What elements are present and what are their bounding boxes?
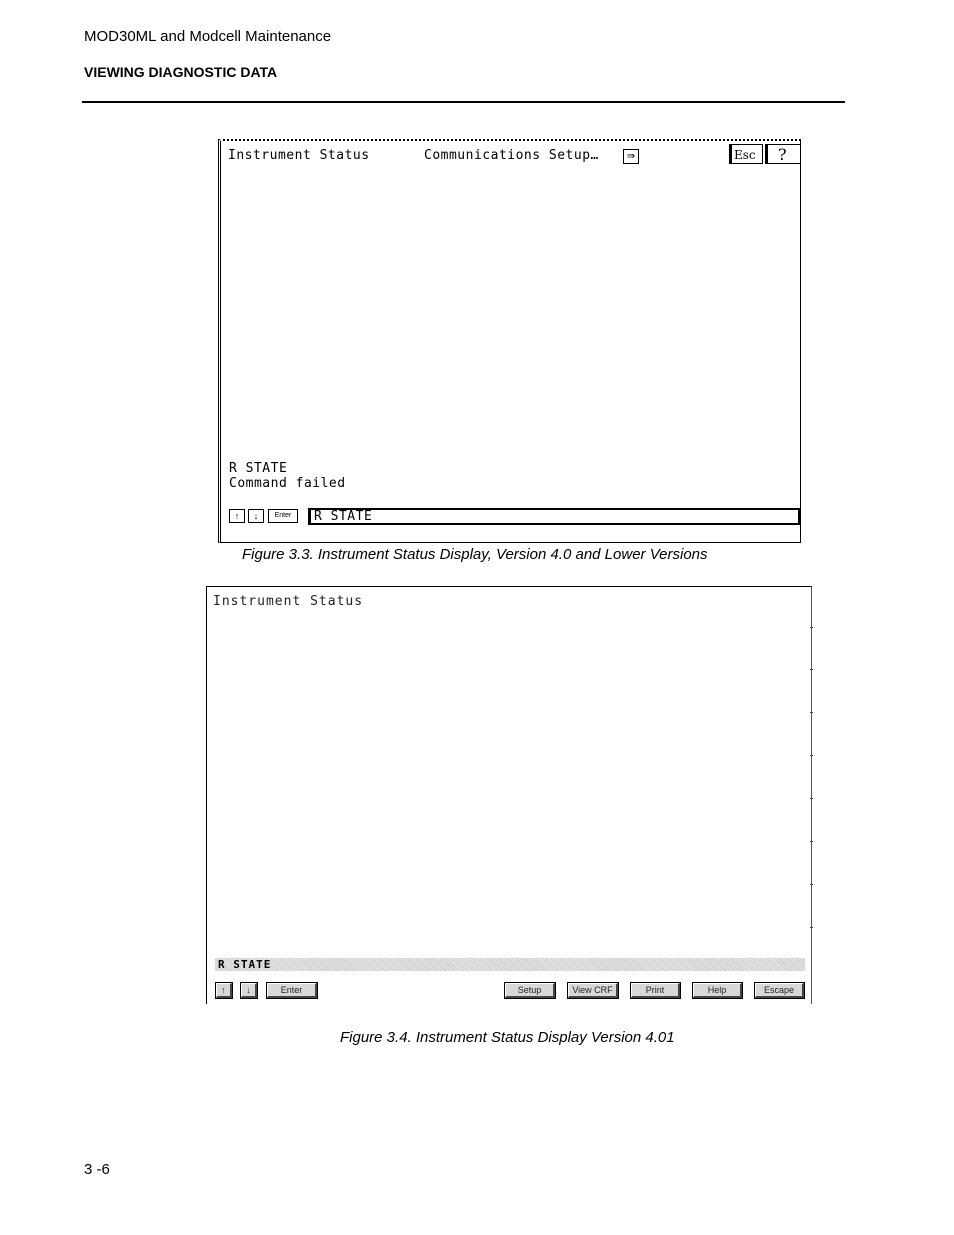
page-number: 3 -6 xyxy=(84,1161,110,1178)
enter-button[interactable]: Enter xyxy=(267,983,317,998)
figure-3-4-screenshot xyxy=(206,586,812,1004)
output-line: R STATE xyxy=(229,461,288,476)
scroll-tick xyxy=(810,884,813,885)
instrument-status-title: Instrument Status xyxy=(228,148,370,163)
down-arrow-icon: ↓ xyxy=(253,511,259,521)
help-button[interactable]: ? xyxy=(765,144,801,164)
print-button[interactable]: Print xyxy=(631,983,680,998)
scroll-tick xyxy=(810,669,813,670)
command-text: R STATE xyxy=(218,958,272,971)
enter-button[interactable]: Enter xyxy=(268,509,298,523)
escape-button[interactable]: Escape xyxy=(755,983,804,998)
scroll-tick xyxy=(810,712,813,713)
scroll-tick xyxy=(810,798,813,799)
section-heading: VIEWING DIAGNOSTIC DATA xyxy=(84,64,278,80)
communications-setup-menu[interactable]: Communications Setup… xyxy=(424,148,599,163)
setup-button[interactable]: Setup xyxy=(505,983,555,998)
comm-setup-arrow-icon[interactable]: ⇛ xyxy=(623,149,639,164)
view-crf-button[interactable]: View CRF xyxy=(568,983,618,998)
command-input[interactable]: R STATE xyxy=(308,508,800,525)
up-arrow-icon: ↑ xyxy=(221,985,226,995)
scroll-tick xyxy=(810,841,813,842)
scroll-tick xyxy=(810,755,813,756)
scroll-tick xyxy=(810,927,813,928)
up-arrow-button[interactable] xyxy=(229,509,245,523)
esc-button[interactable]: Esc xyxy=(729,144,763,164)
up-arrow-icon: ↑ xyxy=(234,511,240,521)
down-arrow-icon: ↓ xyxy=(246,985,251,995)
figure-3-4-caption: Figure 3.4. Instrument Status Display Version 4.01 xyxy=(340,1029,675,1046)
up-arrow-button[interactable] xyxy=(216,983,232,998)
command-input[interactable] xyxy=(215,958,805,971)
document-title: MOD30ML and Modcell Maintenance xyxy=(84,28,332,45)
instrument-status-title: Instrument Status xyxy=(213,594,364,609)
help-button[interactable]: Help xyxy=(693,983,742,998)
scroll-tick xyxy=(810,627,813,628)
down-arrow-button[interactable] xyxy=(248,509,264,523)
figure-3-3-screenshot xyxy=(218,139,801,543)
header-rule xyxy=(82,101,845,103)
down-arrow-button[interactable] xyxy=(241,983,257,998)
output-line: Command failed xyxy=(229,476,346,491)
figure-3-3-caption: Figure 3.3. Instrument Status Display, Version 4.0 and Lower Versions xyxy=(242,546,708,563)
